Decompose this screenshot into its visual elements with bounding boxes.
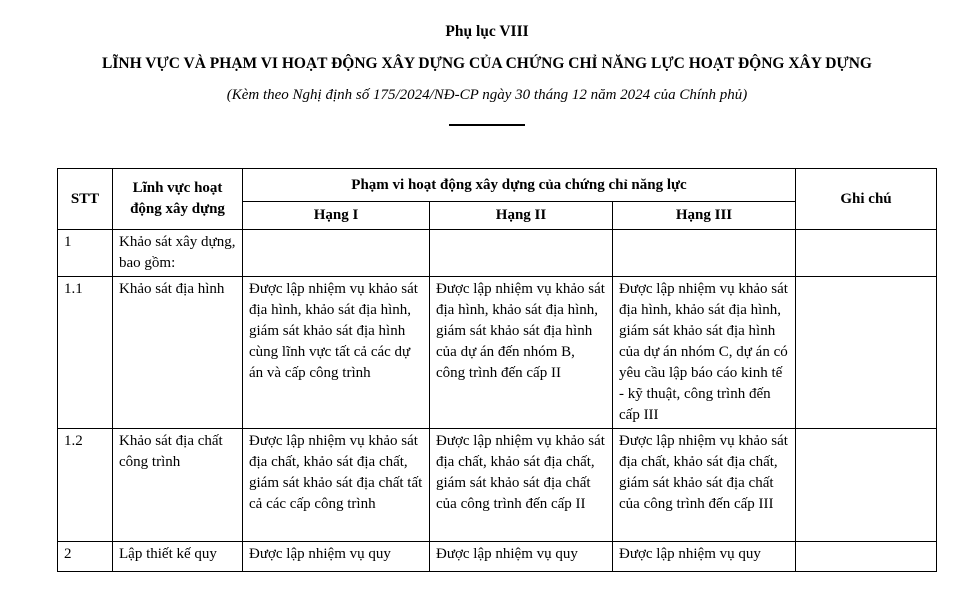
- cell-linh-vuc: Khảo sát địa hình: [113, 277, 243, 429]
- header-hang-3: Hạng III: [613, 202, 796, 230]
- horizontal-rule: [449, 124, 525, 126]
- header-pham-vi: Phạm vi hoạt động xây dựng của chứng chỉ năng lực: [243, 169, 796, 202]
- scope-of-activity-table: [57, 168, 937, 572]
- cell-linh-vuc: Khảo sát địa chất công trình: [113, 429, 243, 542]
- cell-hang-1: Được lập nhiệm vụ quy: [243, 542, 430, 572]
- cell-hang-1: [243, 230, 430, 277]
- cell-ghi-chu: [796, 230, 937, 277]
- cell-hang-2: [430, 230, 613, 277]
- document-subtitle: (Kèm theo Nghị định số 175/2024/NĐ-CP ngày 30 tháng 12 năm 2024 của Chính phủ): [226, 87, 748, 103]
- header-stt: STT: [58, 169, 113, 230]
- cell-ghi-chu: [796, 429, 937, 542]
- appendix-title: Phụ lục VIII: [445, 23, 529, 40]
- cell-linh-vuc: Khảo sát xây dựng, bao gồm:: [113, 230, 243, 277]
- cell-hang-2: Được lập nhiệm vụ quy: [430, 542, 613, 572]
- cell-stt: 1.2: [58, 429, 113, 542]
- document-heading: LĨNH VỰC VÀ PHẠM VI HOẠT ĐỘNG XÂY DỰNG CỦA CHỨNG CHỈ NĂNG LỰC HOẠT ĐỘNG XÂY DỰNG: [102, 55, 872, 72]
- cell-hang-3: Được lập nhiệm vụ khảo sát địa hình, khảo sát địa hình, giám sát khảo sát địa hình của dự án nhóm C, dự án có yêu cầu lập báo cáo kinh tế - kỹ thuật, công trình đến cấp III: [613, 277, 796, 429]
- cell-ghi-chu: [796, 542, 937, 572]
- cell-hang-3: [613, 230, 796, 277]
- table-row: [58, 542, 937, 572]
- cell-hang-2: Được lập nhiệm vụ khảo sát địa hình, khảo sát địa hình, giám sát khảo sát địa hình của dự án đến nhóm B, công trình đến cấp II: [430, 277, 613, 429]
- cell-linh-vuc: Lập thiết kế quy: [113, 542, 243, 572]
- cell-hang-1: Được lập nhiệm vụ khảo sát địa hình, khảo sát địa hình, giám sát khảo sát địa hình cùng lĩnh vực tất cả các dự án và cấp công trình: [243, 277, 430, 429]
- cell-stt: 1.1: [58, 277, 113, 429]
- cell-ghi-chu: [796, 277, 937, 429]
- header-linh-vuc: Lĩnh vực hoạt động xây dựng: [113, 169, 243, 230]
- cell-hang-3: Được lập nhiệm vụ khảo sát địa chất, khảo sát địa chất, giám sát khảo sát địa chất của công trình đến cấp III: [613, 429, 796, 542]
- header-hang-1: Hạng I: [243, 202, 430, 230]
- cell-stt: 1: [58, 230, 113, 277]
- cell-hang-2: Được lập nhiệm vụ khảo sát địa chất, khảo sát địa chất, giám sát khảo sát địa chất của công trình đến cấp II: [430, 429, 613, 542]
- table-row: [58, 429, 937, 542]
- table-header-row-top: [58, 169, 937, 202]
- cell-hang-1: Được lập nhiệm vụ khảo sát địa chất, khảo sát địa chất, giám sát khảo sát địa chất tất cả các cấp công trình: [243, 429, 430, 542]
- table-row: [58, 230, 937, 277]
- table-row: [58, 277, 937, 429]
- header-hang-2: Hạng II: [430, 202, 613, 230]
- cell-hang-3: Được lập nhiệm vụ quy: [613, 542, 796, 572]
- cell-stt: 2: [58, 542, 113, 572]
- header-ghi-chu: Ghi chú: [796, 169, 937, 230]
